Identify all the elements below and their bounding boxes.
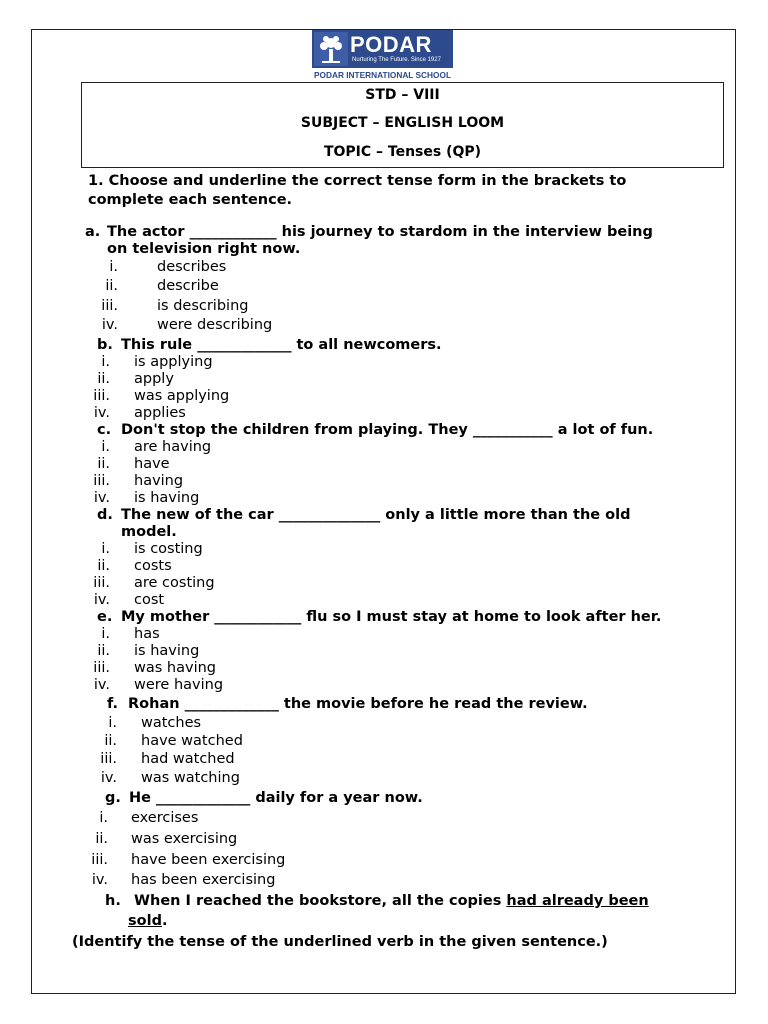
option-numeral: iv. [93, 592, 110, 608]
question-g-line-1: He _____________ daily for a year now. [129, 790, 423, 806]
question-h-letter: h. [105, 893, 121, 909]
question-f-line-1: Rohan _____________ the movie before he read the review. [128, 696, 588, 712]
question-d-line-2: model. [121, 524, 177, 540]
option-text: is applying [134, 354, 213, 370]
option-numeral: iii. [93, 575, 110, 591]
option-text: has been exercising [131, 872, 276, 888]
tree-icon [314, 32, 348, 66]
school-logo [312, 30, 453, 80]
option-numeral: ii. [105, 278, 118, 294]
option-numeral: iv. [101, 317, 118, 333]
question-a-letter: a. [85, 224, 101, 240]
option-numeral: ii. [97, 558, 110, 574]
option-numeral: ii. [97, 643, 110, 659]
question-h-text: When I reached the bookstore, all the copies [134, 893, 507, 909]
option-numeral: iii. [91, 852, 108, 868]
question-e-line-1: My mother ____________ flu so I must stay at home to look after her. [121, 609, 662, 625]
option-numeral: iv. [93, 405, 110, 421]
instruction-line-2: complete each sentence. [88, 192, 293, 208]
identify-instruction: (Identify the tense of the underlined verb in the given sentence.) [72, 934, 608, 950]
option-text: were having [134, 677, 224, 693]
option-text: was applying [134, 388, 230, 404]
question-h-line-2 [128, 913, 167, 929]
question-b-line-1: This rule _____________ to all newcomers. [121, 337, 442, 353]
std-label: STD – VIII [365, 87, 440, 103]
option-numeral: iv. [91, 872, 108, 888]
option-text: describe [157, 278, 219, 294]
option-text: watches [141, 715, 202, 731]
question-h-period: . [161, 913, 168, 929]
option-numeral: iii. [93, 473, 110, 489]
topic-label: TOPIC – Tenses (QP) [323, 144, 482, 160]
option-text: have been exercising [131, 852, 286, 868]
option-numeral: iii. [101, 298, 118, 314]
option-text: were describing [157, 317, 273, 333]
option-text: had watched [141, 751, 235, 767]
logo-banner [312, 30, 453, 68]
question-e-letter: e. [97, 609, 113, 625]
option-numeral: i. [108, 715, 117, 731]
option-text: have [134, 456, 170, 472]
option-numeral: ii. [95, 831, 108, 847]
option-numeral: ii. [104, 733, 117, 749]
option-text: was having [134, 660, 216, 676]
option-text: are having [134, 439, 212, 455]
question-a-line-2: on television right now. [107, 241, 301, 257]
option-text: are costing [134, 575, 215, 591]
question-a-line-1: The actor ____________ his journey to stardom in the interview being [107, 224, 653, 240]
instruction-line-1: 1. Choose and underline the correct tense form in the brackets to [88, 173, 627, 189]
subject-label: SUBJECT – ENGLISH LOOM [300, 115, 505, 131]
header-box [81, 82, 724, 168]
option-numeral: iv. [100, 770, 117, 786]
question-b-letter: b. [97, 337, 113, 353]
logo-tagline: Nurturing The Future. Since 1927 [352, 57, 441, 63]
option-text: is costing [134, 541, 203, 557]
question-g-letter: g. [105, 790, 121, 806]
question-c-letter: c. [97, 422, 112, 438]
option-numeral: iii. [100, 751, 117, 767]
underlined-verb: had already been [506, 893, 649, 909]
option-text: having [134, 473, 184, 489]
option-text: apply [134, 371, 174, 387]
option-numeral: iii. [93, 388, 110, 404]
underlined-verb-end: sold [128, 913, 162, 929]
option-text: describes [157, 259, 227, 275]
question-d-letter: d. [97, 507, 113, 523]
option-numeral: i. [101, 626, 110, 642]
option-text: is having [134, 643, 200, 659]
option-numeral: i. [101, 541, 110, 557]
option-text: have watched [141, 733, 243, 749]
option-numeral: ii. [97, 371, 110, 387]
option-numeral: iv. [93, 490, 110, 506]
logo-brand: PODAR [350, 32, 432, 57]
option-numeral: i. [101, 354, 110, 370]
option-text: costs [134, 558, 172, 574]
option-numeral: i. [101, 439, 110, 455]
option-numeral: iv. [93, 677, 110, 693]
question-h-line-1 [134, 893, 649, 909]
option-text: cost [134, 592, 165, 608]
logo-school-name: PODAR INTERNATIONAL SCHOOL [313, 70, 452, 80]
option-text: is describing [157, 298, 249, 314]
option-text: applies [134, 405, 186, 421]
option-numeral: i. [109, 259, 118, 275]
question-d-line-1: The new of the car ______________ only a little more than the old [121, 507, 631, 523]
option-text: is having [134, 490, 200, 506]
option-text: exercises [131, 810, 199, 826]
option-text: has [134, 626, 160, 642]
question-f-letter: f. [107, 696, 119, 712]
option-numeral: ii. [97, 456, 110, 472]
option-text: was watching [141, 770, 240, 786]
option-numeral: iii. [93, 660, 110, 676]
option-text: was exercising [131, 831, 238, 847]
question-c-line-1: Don't stop the children from playing. They ___________ a lot of fun. [121, 422, 654, 438]
option-numeral: i. [99, 810, 108, 826]
